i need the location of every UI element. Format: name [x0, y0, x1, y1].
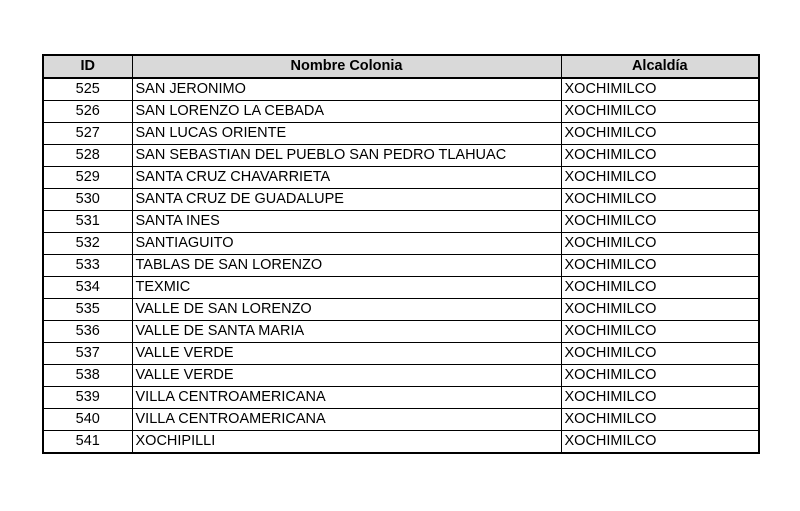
cell-alcaldia: XOCHIMILCO	[561, 409, 759, 431]
cell-alcaldia: XOCHIMILCO	[561, 167, 759, 189]
cell-alcaldia: XOCHIMILCO	[561, 211, 759, 233]
cell-alcaldia: XOCHIMILCO	[561, 123, 759, 145]
cell-nombre-colonia: VALLE DE SANTA MARIA	[132, 321, 561, 343]
cell-id: 533	[43, 255, 132, 277]
cell-nombre-colonia: VALLE DE SAN LORENZO	[132, 299, 561, 321]
cell-nombre-colonia: SANTIAGUITO	[132, 233, 561, 255]
cell-nombre-colonia: XOCHIPILLI	[132, 431, 561, 454]
header-id: ID	[43, 55, 132, 78]
cell-alcaldia: XOCHIMILCO	[561, 277, 759, 299]
table-row	[43, 365, 759, 387]
cell-alcaldia: XOCHIMILCO	[561, 145, 759, 167]
cell-id: 538	[43, 365, 132, 387]
cell-id: 534	[43, 277, 132, 299]
cell-nombre-colonia: SANTA CRUZ CHAVARRIETA	[132, 167, 561, 189]
table-row	[43, 233, 759, 255]
cell-id: 532	[43, 233, 132, 255]
cell-alcaldia: XOCHIMILCO	[561, 233, 759, 255]
cell-nombre-colonia: VALLE VERDE	[132, 365, 561, 387]
cell-id: 536	[43, 321, 132, 343]
table-row	[43, 211, 759, 233]
table-row	[43, 189, 759, 211]
cell-alcaldia: XOCHIMILCO	[561, 189, 759, 211]
cell-alcaldia: XOCHIMILCO	[561, 299, 759, 321]
table-row	[43, 145, 759, 167]
cell-nombre-colonia: VILLA CENTROAMERICANA	[132, 409, 561, 431]
cell-alcaldia: XOCHIMILCO	[561, 78, 759, 101]
cell-nombre-colonia: TEXMIC	[132, 277, 561, 299]
table-row	[43, 387, 759, 409]
table-row	[43, 101, 759, 123]
table-row	[43, 277, 759, 299]
cell-id: 539	[43, 387, 132, 409]
table-row	[43, 409, 759, 431]
cell-alcaldia: XOCHIMILCO	[561, 255, 759, 277]
header-nombre-colonia: Nombre Colonia	[132, 55, 561, 78]
cell-id: 541	[43, 431, 132, 454]
table-row	[43, 255, 759, 277]
cell-nombre-colonia: SAN SEBASTIAN DEL PUEBLO SAN PEDRO TLAHUAC	[132, 145, 561, 167]
cell-nombre-colonia: SAN LUCAS ORIENTE	[132, 123, 561, 145]
table-body	[43, 78, 759, 453]
cell-id: 537	[43, 343, 132, 365]
cell-id: 525	[43, 78, 132, 101]
table-header	[43, 55, 759, 78]
cell-id: 540	[43, 409, 132, 431]
cell-nombre-colonia: SAN LORENZO LA CEBADA	[132, 101, 561, 123]
cell-nombre-colonia: SAN JERONIMO	[132, 78, 561, 101]
table-row	[43, 167, 759, 189]
table-row	[43, 299, 759, 321]
cell-alcaldia: XOCHIMILCO	[561, 101, 759, 123]
cell-nombre-colonia: VILLA CENTROAMERICANA	[132, 387, 561, 409]
cell-id: 529	[43, 167, 132, 189]
cell-alcaldia: XOCHIMILCO	[561, 321, 759, 343]
cell-id: 530	[43, 189, 132, 211]
cell-id: 526	[43, 101, 132, 123]
header-alcaldia: Alcaldía	[561, 55, 759, 78]
cell-id: 535	[43, 299, 132, 321]
table-row	[43, 321, 759, 343]
table-row	[43, 343, 759, 365]
table-row	[43, 78, 759, 101]
cell-id: 531	[43, 211, 132, 233]
cell-alcaldia: XOCHIMILCO	[561, 431, 759, 454]
cell-alcaldia: XOCHIMILCO	[561, 365, 759, 387]
cell-alcaldia: XOCHIMILCO	[561, 343, 759, 365]
table-row	[43, 431, 759, 454]
header-row	[43, 55, 759, 78]
cell-alcaldia: XOCHIMILCO	[561, 387, 759, 409]
cell-nombre-colonia: SANTA INES	[132, 211, 561, 233]
cell-id: 528	[43, 145, 132, 167]
cell-nombre-colonia: SANTA CRUZ DE GUADALUPE	[132, 189, 561, 211]
colonias-table	[42, 54, 760, 454]
cell-nombre-colonia: TABLAS DE SAN LORENZO	[132, 255, 561, 277]
cell-id: 527	[43, 123, 132, 145]
cell-nombre-colonia: VALLE VERDE	[132, 343, 561, 365]
table-row	[43, 123, 759, 145]
